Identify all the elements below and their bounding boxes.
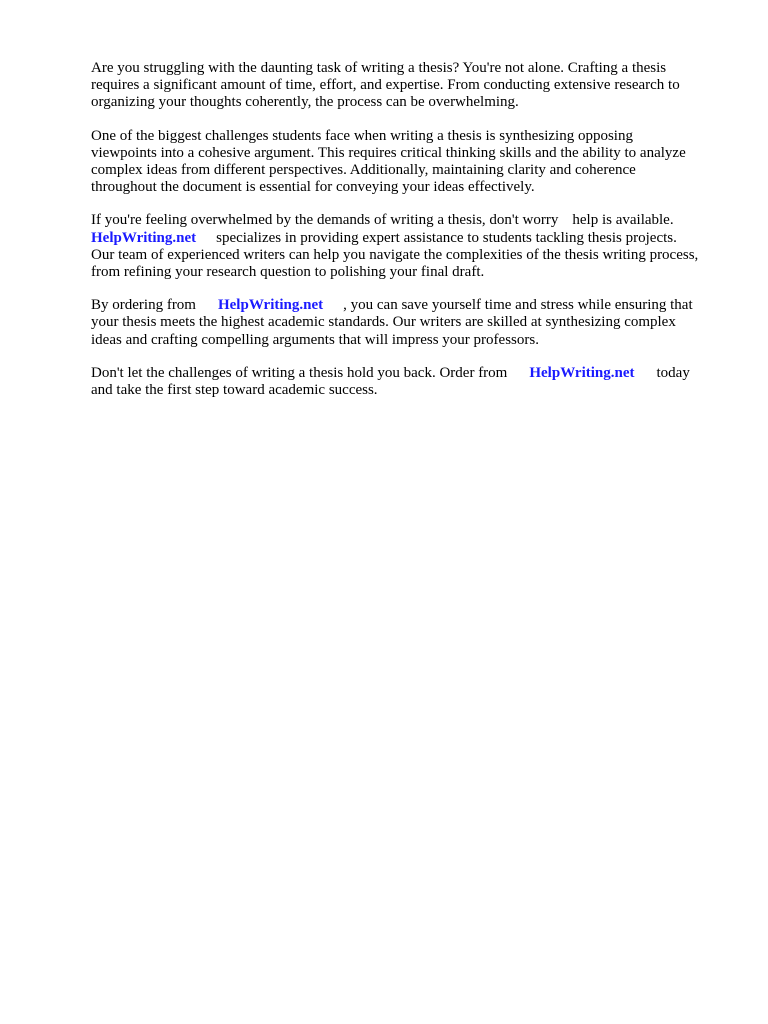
text-line (91, 297, 721, 314)
text-line (91, 365, 721, 382)
text-segment: today (656, 364, 690, 381)
text-segment: By ordering from (91, 297, 196, 314)
paragraph-intro (91, 60, 721, 112)
helpwriting-link[interactable]: HelpWriting.net (529, 364, 635, 381)
text-line: from refining your research question to polishing your final draft. (91, 264, 485, 281)
text-segment: , you can save yourself time and stress while ensuring that (343, 297, 693, 314)
text-line: requires a significant amount of time, effort, and expertise. From conducting extensive research to (91, 77, 680, 94)
text-line: and take the first step toward academic success. (91, 382, 378, 399)
text-line (91, 212, 721, 229)
paragraph-help (91, 212, 721, 281)
text-line (91, 230, 721, 247)
text-line: throughout the document is essential for conveying your ideas effectively. (91, 179, 535, 196)
text-segment: Don't let the challenges of writing a thesis hold you back. Order from (91, 364, 508, 381)
text-line: your thesis meets the highest academic standards. Our writers are skilled at synthesizing complex (91, 314, 676, 331)
text-line: complex ideas from different perspectives. Additionally, maintaining clarity and coherence (91, 162, 636, 179)
text-line: One of the biggest challenges students face when writing a thesis is synthesizing opposing (91, 127, 633, 144)
text-line: ideas and crafting compelling arguments that will impress your professors. (91, 331, 539, 348)
helpwriting-link[interactable]: HelpWriting.net (217, 297, 324, 314)
document-body (91, 60, 721, 415)
paragraph-closing (91, 365, 721, 399)
text-segment: help is available. (572, 212, 674, 229)
text-segment: If you're feeling overwhelmed by the demands of writing a thesis, don't worry (91, 212, 559, 229)
helpwriting-link[interactable]: HelpWriting.net (91, 229, 197, 246)
text-line: Are you struggling with the daunting task of writing a thesis? You're not alone. Crafting a thesis (91, 60, 667, 76)
text-line: Our team of experienced writers can help you navigate the complexities of the thesis writing process, (91, 246, 699, 263)
text-segment: specializes in providing expert assistance to students tackling thesis projects. (216, 229, 677, 246)
text-line: organizing your thoughts coherently, the process can be overwhelming. (91, 94, 519, 111)
text-line: viewpoints into a cohesive argument. This requires critical thinking skills and the ability to analyze (91, 144, 686, 161)
paragraph-challenges (91, 128, 721, 197)
paragraph-ordering (91, 297, 721, 349)
